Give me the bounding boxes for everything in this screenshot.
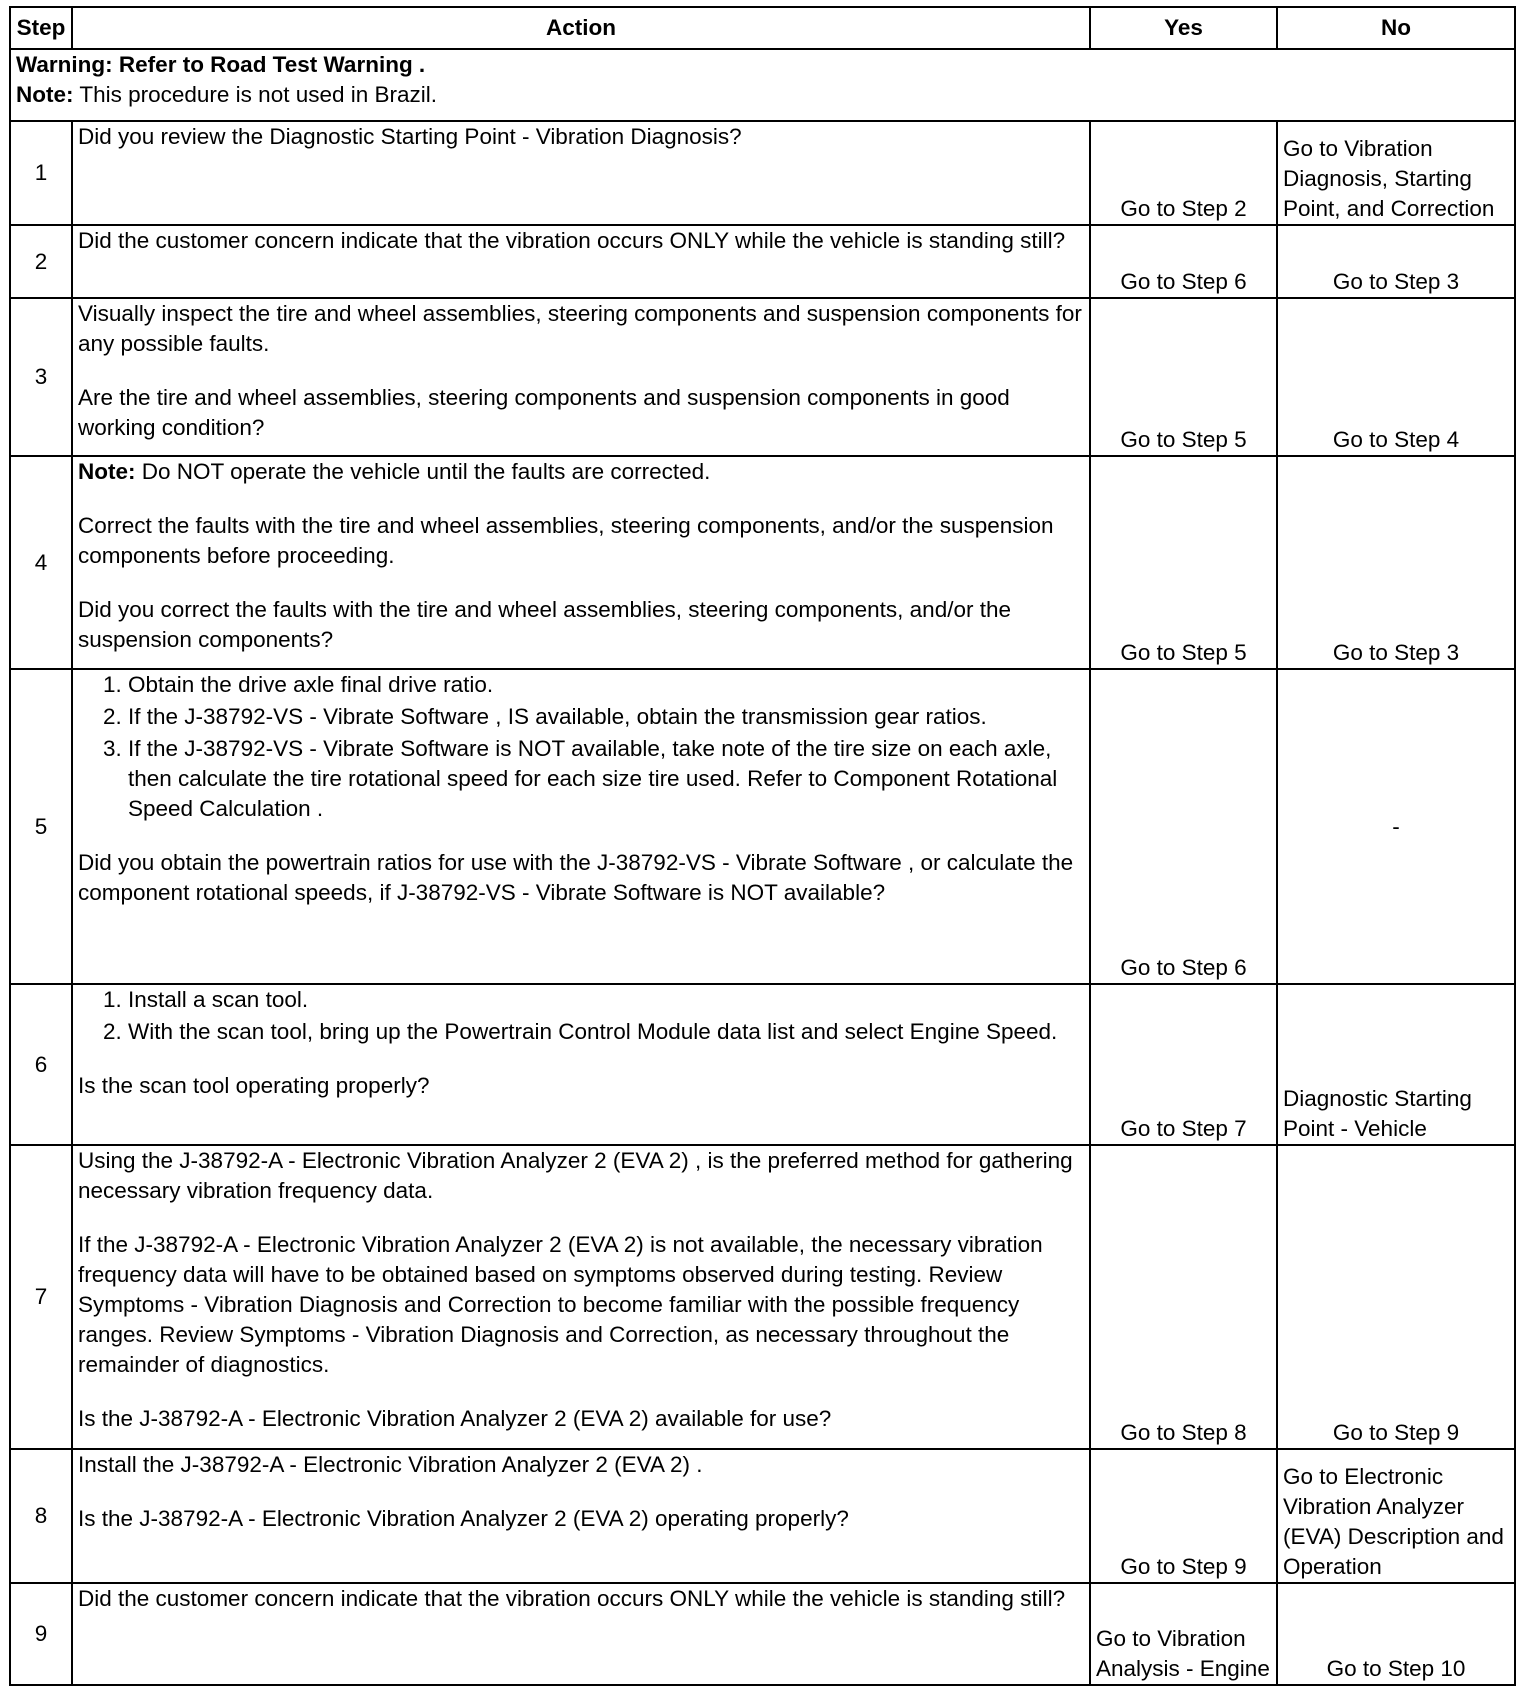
action-question: Is the scan tool operating properly? [78,1073,430,1098]
action-text: If the J-38792-A - Electronic Vibration Analyzer 2 (EVA 2) is not available, the necessary vibration frequency data will have to be obtained based on symptoms observed during testing. Review Symptoms - Vibration Diagnosis and Correction to become familiar with the possible frequency ranges. Review Symptoms - Vibration Diagnosis and Correction, as necessary throughout the remainder of diagnostics. [78,1232,1043,1377]
yes-link[interactable]: Go to Step 6 [1090,669,1277,984]
no-link[interactable]: Go to Vibration Diagnosis, Starting Point, and Correction [1277,121,1515,225]
table-row [10,121,1515,225]
action-text: Did you review the Diagnostic Starting Point - Vibration Diagnosis? [78,124,742,149]
no-link[interactable]: Go to Step 9 [1277,1145,1515,1449]
yes-link[interactable]: Go to Step 7 [1090,984,1277,1145]
list-item: 2. With the scan tool, bring up the Powertrain Control Module data list and select Engine Speed. [128,1017,1084,1047]
table-row [10,1583,1515,1685]
yes-link[interactable]: Go to Step 6 [1090,225,1277,298]
warning-line [16,50,1509,80]
step-number: 6 [10,984,72,1145]
step-number: 7 [10,1145,72,1449]
note-text: Do NOT operate the vehicle until the faults are corrected. [135,459,711,484]
action-cell [72,298,1090,456]
yes-link[interactable]: Go to Step 5 [1090,298,1277,456]
warning-link[interactable]: Refer to Road Test Warning . [118,52,426,77]
action-steps-list [78,670,1084,824]
action-text: Visually inspect the tire and wheel assemblies, steering components and suspension components for any possible faults. [78,301,1082,356]
note-line [16,80,1509,110]
step-number: 1 [10,121,72,225]
action-text: Using the J-38792-A - Electronic Vibration Analyzer 2 (EVA 2) , is the preferred method for gathering necessary vibration frequency data. [78,1148,1073,1203]
yes-link[interactable]: Go to Step 9 [1090,1449,1277,1583]
action-cell [72,984,1090,1145]
action-cell [72,225,1090,298]
step-number: 5 [10,669,72,984]
list-item: 2. If the J-38792-VS - Vibrate Software , IS available, obtain the transmission gear ratios. [128,702,1084,732]
note-text: This procedure is not used in Brazil. [79,82,438,107]
no-link[interactable]: Diagnostic Starting Point - Vehicle [1277,984,1515,1145]
action-cell [72,456,1090,669]
action-note [78,457,1084,487]
action-steps-list [78,985,1084,1047]
yes-link[interactable]: Go to Step 2 [1090,121,1277,225]
yes-link[interactable]: Go to Step 5 [1090,456,1277,669]
step-number: 2 [10,225,72,298]
warning-label: Warning: [16,52,113,77]
action-question: Is the J-38792-A - Electronic Vibration Analyzer 2 (EVA 2) operating properly? [78,1506,849,1531]
step-number: 3 [10,298,72,456]
action-question: Is the J-38792-A - Electronic Vibration Analyzer 2 (EVA 2) available for use? [78,1406,832,1431]
no-link[interactable]: Go to Step 3 [1277,456,1515,669]
note-label: Note: [16,82,74,107]
action-cell [72,1449,1090,1583]
table-row [10,669,1515,984]
step-number: 9 [10,1583,72,1685]
action-question: Did you correct the faults with the tire and wheel assemblies, steering components, and/or the suspension components? [78,597,1011,652]
action-question: Did the customer concern indicate that the vibration occurs ONLY while the vehicle is standing still? [78,1586,1066,1611]
no-link[interactable]: Go to Step 3 [1277,225,1515,298]
header-row [10,7,1515,49]
header-step: Step [10,7,72,49]
no-link[interactable]: Go to Step 4 [1277,298,1515,456]
action-question: Did you obtain the powertrain ratios for use with the J-38792-VS - Vibrate Software , or calculate the component rotational speeds, if J-38792-VS - Vibrate Software is NOT available? [78,850,1074,905]
action-cell [72,669,1090,984]
diagnostic-table [9,6,1516,1686]
action-cell [72,121,1090,225]
list-item: 1. Install a scan tool. [128,985,1084,1015]
step-number: 4 [10,456,72,669]
warning-row [10,49,1515,121]
table-row [10,456,1515,669]
table-row [10,1145,1515,1449]
no-link[interactable]: Go to Step 10 [1277,1583,1515,1685]
no-value: - [1277,669,1515,984]
action-text: Correct the faults with the tire and wheel assemblies, steering components, and/or the suspension components before proceeding. [78,513,1054,568]
yes-link[interactable]: Go to Vibration Analysis - Engine [1090,1583,1277,1685]
note-label: Note: [78,459,136,484]
table-row [10,298,1515,456]
no-link[interactable]: Go to Electronic Vibration Analyzer (EVA) Description and Operation [1277,1449,1515,1583]
action-question: Are the tire and wheel assemblies, steering components and suspension components in good working condition? [78,385,1010,440]
header-no: No [1277,7,1515,49]
table-row [10,225,1515,298]
action-text: Did the customer concern indicate that the vibration occurs ONLY while the vehicle is standing still? [78,228,1066,253]
action-text: Install the J-38792-A - Electronic Vibration Analyzer 2 (EVA 2) . [78,1452,703,1477]
warning-cell [10,49,1515,121]
action-cell [72,1583,1090,1685]
action-cell [72,1145,1090,1449]
header-yes: Yes [1090,7,1277,49]
step-number: 8 [10,1449,72,1583]
list-item: 1. Obtain the drive axle final drive ratio. [128,670,1084,700]
yes-link[interactable]: Go to Step 8 [1090,1145,1277,1449]
table-row [10,984,1515,1145]
table-row [10,1449,1515,1583]
list-item: 3. If the J-38792-VS - Vibrate Software is NOT available, take note of the tire size on each axle, then calculate the tire rotational speed for each size tire used. Refer to Component Rotational Speed Calculation . [128,734,1084,824]
header-action: Action [72,7,1090,49]
